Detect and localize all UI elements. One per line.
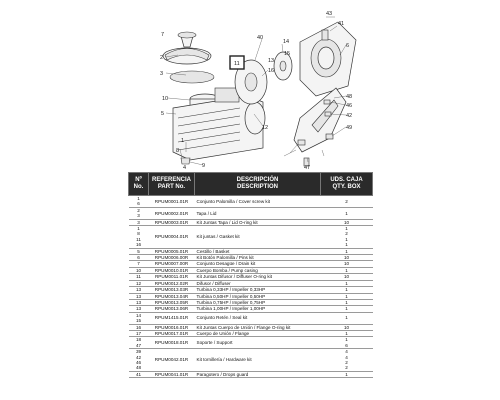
row-description: Turbina 0,50HP / Impeller 0,50HP [195,293,321,299]
row-number: 1 8 11 16 [129,226,149,249]
callout-label: 43 [326,11,333,17]
callout-label: 9 [202,163,206,169]
lid-part [163,32,211,64]
row-description: Kit Juntas Cuerpo de Unión / Flange O-ring kit [195,324,321,330]
callout-label: 48 [346,94,353,100]
callout-label: 16 [268,68,275,74]
table-header-row [129,173,373,196]
row-number: 3 [129,219,149,225]
row-description: Turbina 1,00HP / Impeller 1,00HP [195,306,321,312]
table-body [129,196,373,378]
row-reference: RPUM0002.01R [149,207,195,219]
row-reference: RPUM0007.00R [149,261,195,267]
table-row [129,349,373,372]
callout-label: 1 [181,138,185,144]
row-description: Paragotero / Drops guard [195,371,321,377]
drain-part [181,158,190,164]
row-reference: RPUM0018.01R [149,337,195,349]
row-reference: RPUM1415.01R [149,312,195,324]
row-number: 18 47 [129,337,149,349]
row-quantity: 1 [321,293,373,299]
row-quantity: 1 [321,280,373,286]
exploded-pump-diagram [0,0,500,170]
row-quantity: 4 4 2 2 [321,349,373,372]
row-reference: RPUM0013.05R [149,299,195,305]
row-number: 14 15 [129,312,149,324]
row-reference: RPUM0012.02R [149,280,195,286]
row-number: 13 [129,287,149,293]
row-quantity: 1 2 1 1 [321,226,373,249]
callout-label: 40 [257,35,264,41]
callout-label: 47 [304,165,311,170]
table-row [129,337,373,349]
row-number: 6 [129,255,149,261]
row-quantity: 1 [321,267,373,273]
row-number: 13 [129,293,149,299]
row-number: 7 [129,261,149,267]
callout-label: 13 [268,58,275,64]
header-qty: UDS. CAJA QTY. BOX [321,173,373,196]
header-no: Nº No. [129,173,149,196]
row-quantity: 1 [321,299,373,305]
row-description: Difusor / Diffuser [195,280,321,286]
lid-oring-part [170,71,214,83]
row-number: 41 [129,371,149,377]
table-row [129,196,373,208]
row-reference: RPUM0013.04R [149,293,195,299]
header-description: DESCRIPCIÓN DESCRIPTION [195,173,321,196]
row-quantity: 10 [321,255,373,261]
row-quantity: 1 [321,306,373,312]
row-quantity: 10 [321,219,373,225]
row-reference: RPUM0003.01R [149,219,195,225]
callout-label: 12 [262,125,269,131]
callout-label: 42 [346,113,353,119]
row-description: Soporte / Support [195,337,321,349]
row-description: Kit Botón Palomilla / Pins kit [195,255,321,261]
header-reference: REFERENCIA PART No. [149,173,195,196]
row-description: Conjunto Desagüe / Drain kit [195,261,321,267]
callout-label: 14 [283,39,290,45]
row-number: 5 [129,248,149,254]
callout-label: 4 [183,165,187,170]
row-reference: RPUM0005.01R [149,248,195,254]
callout-label: 8 [176,148,180,154]
row-quantity: 2 [321,196,373,208]
row-number: 39 42 46 48 [129,349,149,372]
row-reference: RPUM0013.03R [149,287,195,293]
row-number: 13 [129,306,149,312]
row-number: 17 [129,330,149,336]
callout-label: 10 [162,96,169,102]
table-row [129,207,373,219]
row-reference: RPUM0016.01R [149,324,195,330]
callout-label: 7 [161,32,165,38]
row-quantity: 1 [321,371,373,377]
row-reference: RPUM0001.01R [149,196,195,208]
callout-label: 6 [346,43,350,49]
row-number: 10 [129,267,149,273]
row-description: Kit tornillería / Hardware kit [195,349,321,372]
callout-label: 49 [346,125,353,131]
row-quantity: 1 [321,287,373,293]
row-reference: RPUM0006.00R [149,255,195,261]
row-number: 12 [129,280,149,286]
row-quantity: 1 6 [321,337,373,349]
callout-label: 11 [234,61,240,67]
row-description: Cuerpo de Unión / Flange [195,330,321,336]
row-description: Tapa / Lid [195,207,321,219]
callout-label: 5 [161,111,165,117]
row-reference: RPUM0011.01R [149,274,195,280]
row-description: Cestillo / Basket [195,248,321,254]
row-description: Cuerpo Bomba / Pump casing [195,267,321,273]
row-description: Turbina 0,33HP / Impeller 0,33HP [195,287,321,293]
row-number: 11 [129,274,149,280]
table-row [129,226,373,249]
row-quantity: 1 [321,248,373,254]
row-description: Conjunto Retén / Seal kit [195,312,321,324]
callout-label: 46 [346,103,353,109]
row-quantity: 10 [321,261,373,267]
row-reference: RPUM0004.01R [149,226,195,249]
table-row [129,312,373,324]
parts-table [128,172,373,378]
row-quantity: 1 [321,207,373,219]
row-quantity: 10 [321,274,373,280]
row-quantity: 1 [321,312,373,324]
row-reference: RPUM0017.01R [149,330,195,336]
row-description: Kit Juntas Difusor / Diffuser O-ring kit [195,274,321,280]
row-description: Kit Juntas Tapa / Lid O-ring kit [195,219,321,225]
row-reference: RPUM0042.01R [149,349,195,372]
callout-label: 15 [284,51,291,57]
row-description: Turbina 0,75HP / Impeller 0,75HP [195,299,321,305]
row-number: 2 3 [129,207,149,219]
callout-label: 3 [160,71,164,77]
row-reference: RPUM0013.06R [149,306,195,312]
callout-label: 41 [338,21,345,27]
row-reference: RPUM0041.01R [149,371,195,377]
row-number: 16 [129,324,149,330]
row-reference: RPUM0010.01R [149,267,195,273]
row-description: Kit juntas / Gasket kit [195,226,321,249]
row-quantity: 10 [321,324,373,330]
row-quantity: 1 [321,330,373,336]
callout-label: 2 [160,55,164,61]
row-number: 1 6 [129,196,149,208]
row-number: 13 [129,299,149,305]
table-row [129,371,373,377]
row-description: Conjunto Palomilla / Cover screw kit [195,196,321,208]
